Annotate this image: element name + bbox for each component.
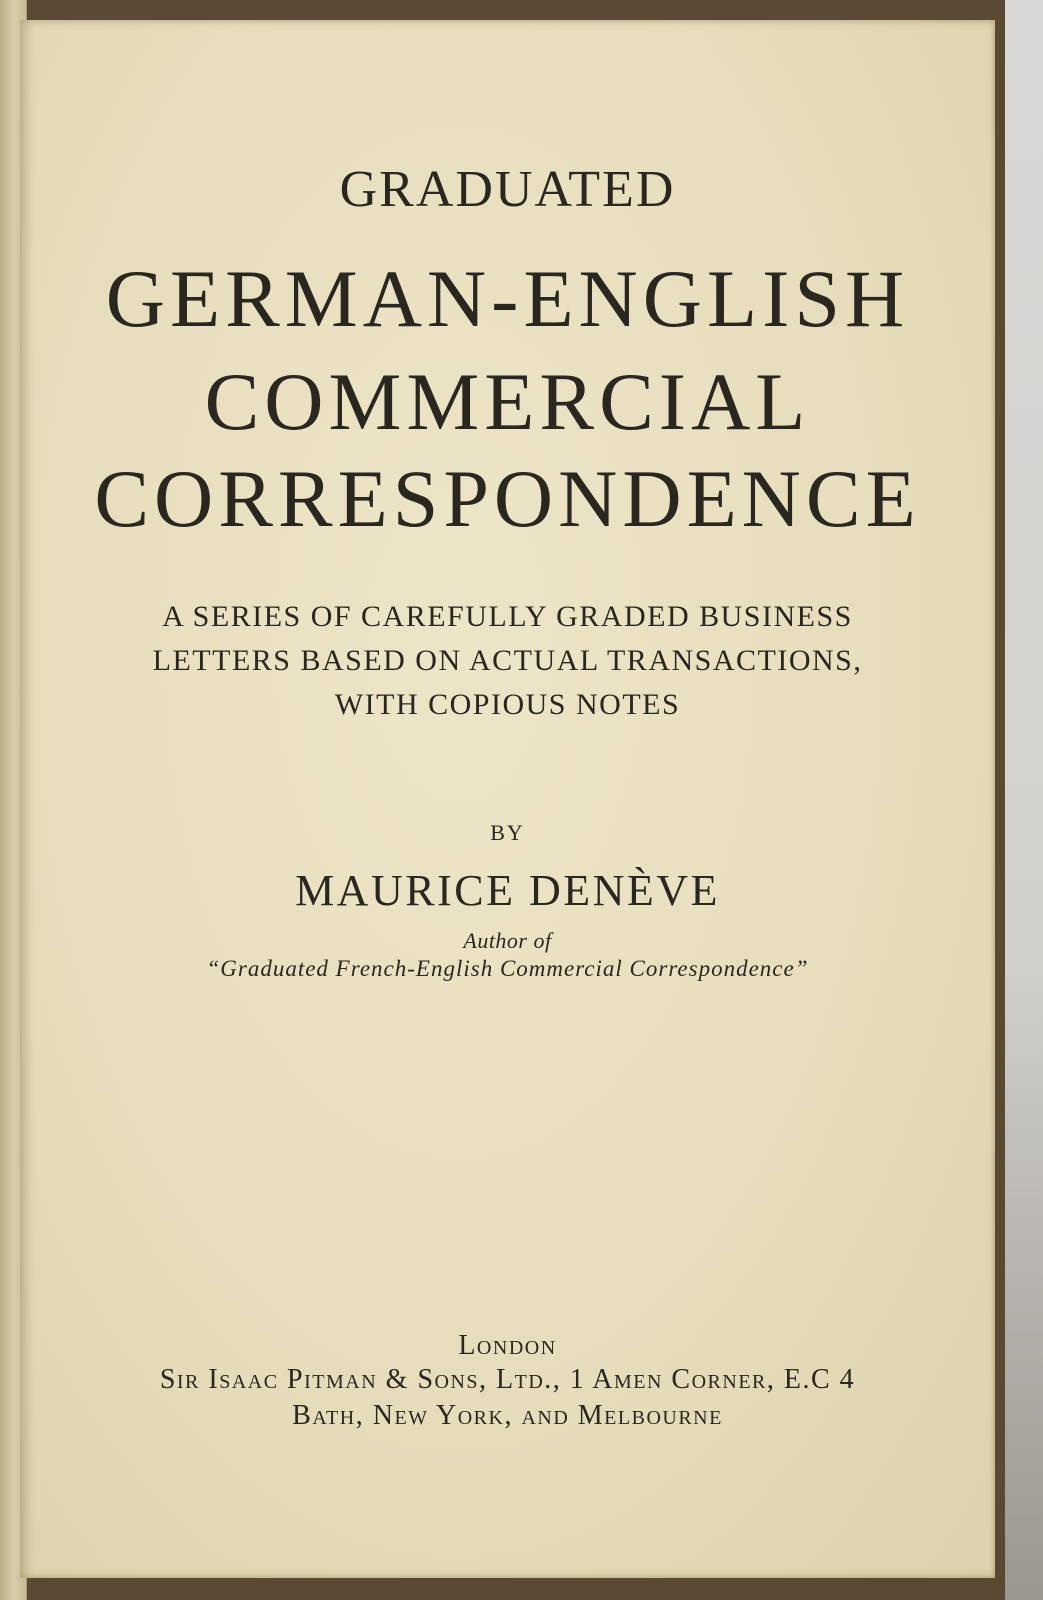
imprint-cities: Bath, New York, and Melbourne: [292, 1400, 723, 1431]
subtitle-line-3: WITH COPIOUS NOTES: [334, 688, 681, 721]
author-of-label: Author of: [463, 928, 552, 953]
imprint-publisher: Sir Isaac Pitman & Sons, Ltd., 1 Amen Corner, E.C 4: [159, 1364, 856, 1395]
previous-work-title: “Graduated French-English Commercial Correspondence”: [206, 956, 809, 981]
title-line-correspondence: CORRESPONDENCE: [94, 453, 921, 544]
title-line-german-english: GERMAN-ENGLISH: [105, 253, 910, 344]
title-line-graduated: GRADUATED: [339, 161, 676, 218]
by-label: BY: [490, 820, 525, 845]
subtitle-line-2: LETTERS BASED ON ACTUAL TRANSACTIONS,: [152, 644, 863, 677]
title-line-commercial: COMMERCIAL: [204, 356, 811, 447]
title-page: [20, 20, 995, 1578]
author-name: MAURICE DENÈVE: [295, 866, 720, 915]
imprint-city: London: [458, 1330, 557, 1361]
subtitle-line-1: A SERIES OF CAREFULLY GRADED BUSINESS: [162, 600, 853, 633]
